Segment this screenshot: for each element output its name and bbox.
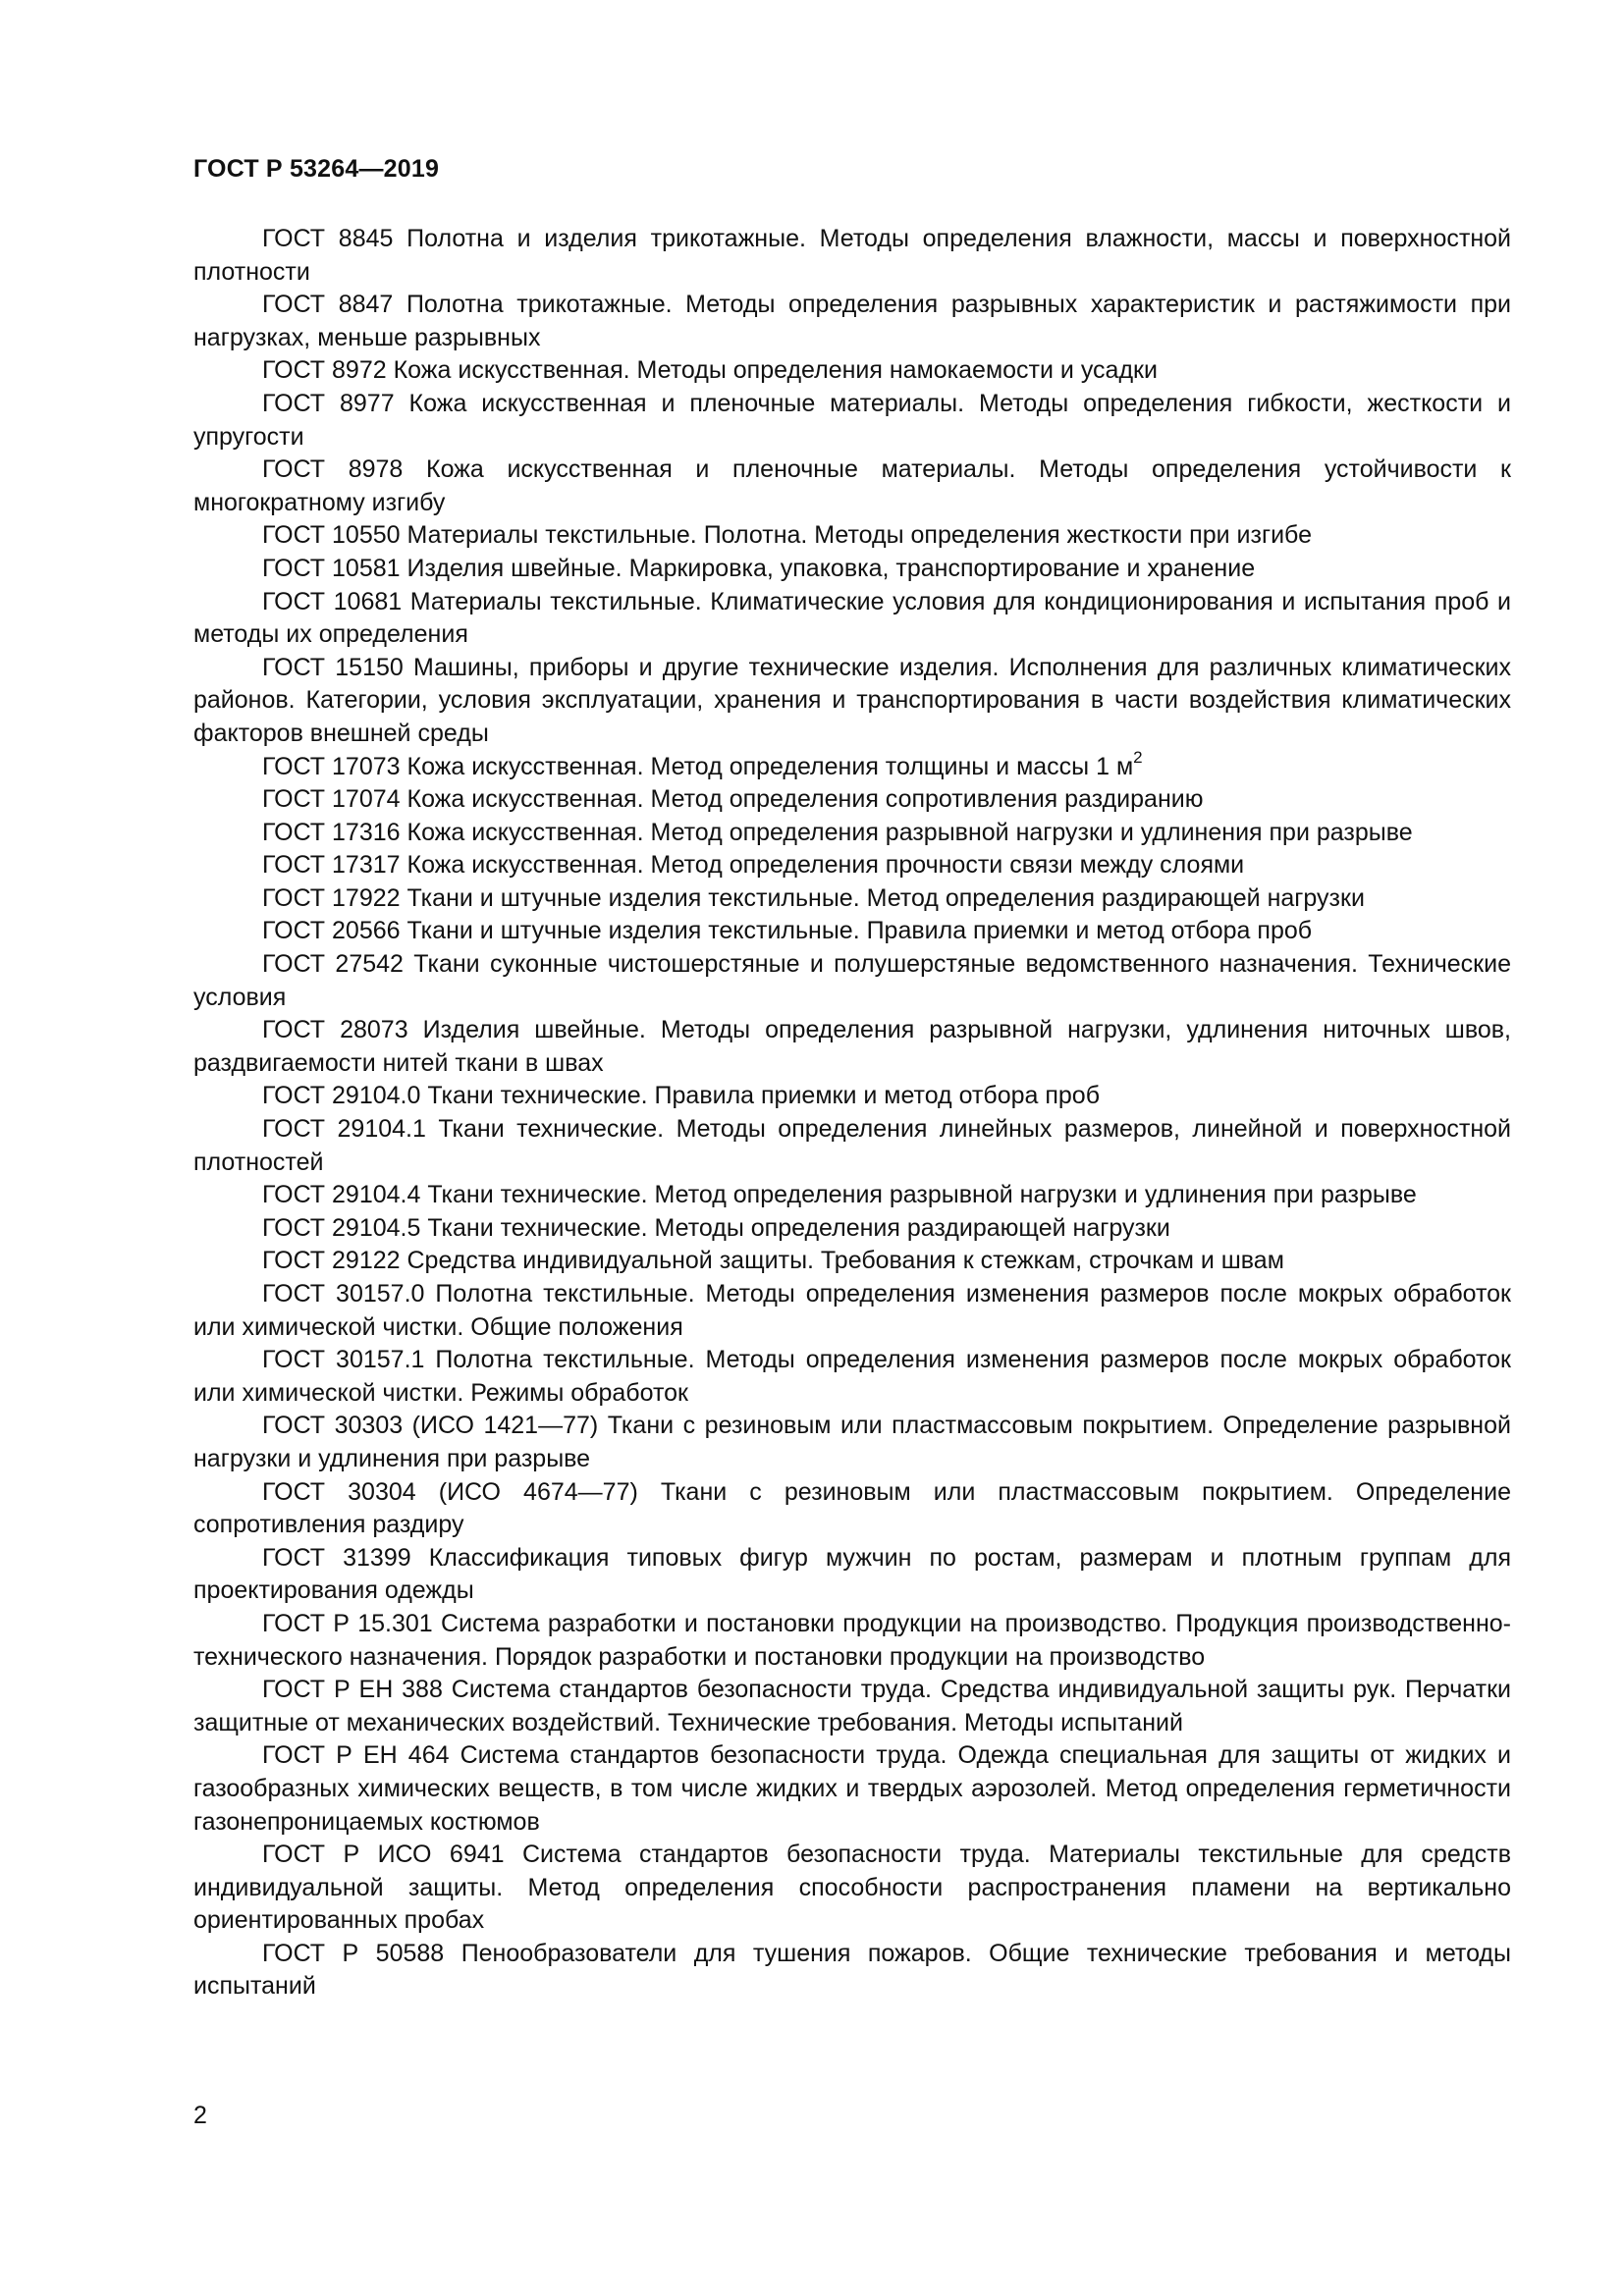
reference-title: Классификация типовых фигур мужчин по ростам, размерам и плотным группам для проектирования одежды (193, 1543, 1511, 1605)
reference-entry (193, 1245, 1511, 1278)
reference-title: Изделия швейные. Маркировка, упаковка, транспортирование и хранение (406, 554, 1256, 582)
reference-code: ГОСТ 8847 (262, 291, 394, 319)
reference-title: Средства индивидуальной защиты. Требования к стежкам, строчкам и швам (406, 1247, 1284, 1275)
reference-title: Полотна текстильные. Методы определения изменения размеров после мокрых обработок или химической чистки. Режимы обработок (193, 1346, 1511, 1407)
reference-entry (193, 817, 1511, 850)
reference-entry (193, 1113, 1511, 1179)
reference-title: Кожа искусственная. Метод определения толщины и массы 1 (406, 752, 1110, 780)
document-code-header: ГОСТ Р 53264—2019 (193, 155, 440, 183)
reference-title: Система стандартов безопасности труда. Материалы текстильные для средств индивидуальной защиты. Метод определения способности распространения пламени на вертикально ориентированных пробах (193, 1841, 1511, 1935)
reference-title: Ткани и штучные изделия текстильные. Правила приемки и метод отбора проб (406, 917, 1313, 945)
reference-code: ГОСТ Р 50588 (262, 1939, 445, 1967)
reference-title: Ткани технические. Методы определения линейных размеров, линейной и поверхностной плотностей (193, 1115, 1511, 1176)
reference-code: ГОСТ 29122 (262, 1247, 401, 1275)
reference-entry (193, 454, 1511, 519)
reference-entry (193, 849, 1511, 882)
reference-title: Ткани и штучные изделия текстильные. Метод определения раздирающей нагрузки (406, 883, 1365, 912)
reference-code: ГОСТ 29104.5 (262, 1213, 421, 1242)
reference-code: ГОСТ 8972 (262, 356, 387, 385)
reference-entry (193, 1674, 1511, 1739)
reference-code: ГОСТ 17073 (262, 752, 401, 780)
reference-title: Материалы текстильные. Полотна. Методы определения жесткости при изгибе (406, 521, 1312, 550)
reference-code: ГОСТ 28073 (262, 1016, 408, 1044)
reference-title: Система стандартов безопасности труда. Одежда специальная для защиты от жидких и газообразных химических веществ, в том числе жидких и твердых аэрозолей. Метод определения герметичности газонепроницаемых костюмов (193, 1741, 1511, 1836)
reference-entry (193, 1212, 1511, 1246)
unit-exponent: 2 (1133, 748, 1143, 768)
reference-entry (193, 553, 1511, 586)
unit-base: м (1115, 752, 1134, 780)
reference-code: ГОСТ 17317 (262, 851, 401, 880)
reference-entry (193, 1739, 1511, 1839)
reference-title: Ткани суконные чистошерстяные и полушерстяные ведомственного назначения. Технические условия (193, 950, 1511, 1011)
reference-title: Ткани технические. Метод определения разрывной нагрузки и удлинения при разрыве (427, 1181, 1417, 1209)
reference-title: Система стандартов безопасности труда. Средства индивидуальной защиты рук. Перчатки защитные от механических воздействий. Технические требования. Методы испытаний (193, 1676, 1512, 1736)
reference-code: ГОСТ 10681 (262, 587, 403, 615)
reference-code: ГОСТ 30303 (ИСО 1421—77) (262, 1412, 599, 1440)
reference-entry (193, 1410, 1511, 1475)
reference-entry (193, 882, 1511, 916)
reference-title: Пенообразователи для тушения пожаров. Общие технические требования и методы испытаний (193, 1939, 1511, 2001)
reference-entry (193, 1476, 1511, 1542)
reference-title: Ткани технические. Правила приемки и метод отбора проб (427, 1082, 1101, 1110)
reference-title: Машины, приборы и другие технические изделия. Исполнения для различных климатических районов. Категории, условия эксплуатации, хранения и транспортирования в части воздействия климатических факторов внешней среды (193, 653, 1511, 747)
reference-code: ГОСТ Р ЕН 464 (262, 1741, 450, 1770)
reference-code: ГОСТ 17316 (262, 818, 401, 846)
reference-title: Ткани с резиновым или пластмассовым покрытием. Определение сопротивления раздиру (193, 1477, 1511, 1539)
reference-code: ГОСТ 17074 (262, 785, 401, 814)
reference-entry (193, 586, 1511, 652)
reference-title: Материалы текстильные. Климатические условия для кондиционирования и испытания проб и методы их определения (193, 587, 1512, 649)
reference-entry (193, 223, 1511, 289)
reference-entry (193, 948, 1511, 1014)
reference-code: ГОСТ 27542 (262, 950, 404, 979)
reference-code: ГОСТ 30304 (ИСО 4674—77) (262, 1477, 638, 1506)
reference-title: Кожа искусственная. Методы определения намокаемости и усадки (393, 356, 1158, 385)
reference-code: ГОСТ 29104.4 (262, 1181, 421, 1209)
reference-title: Ткани технические. Методы определения раздирающей нагрузки (427, 1213, 1170, 1242)
reference-entry (193, 1608, 1511, 1674)
reference-code: ГОСТ 8977 (262, 389, 395, 417)
normative-references-list (193, 223, 1511, 2003)
reference-entry (193, 748, 1511, 784)
reference-entry (193, 1014, 1511, 1080)
reference-title: Кожа искусственная и пленочные материалы. Методы определения гибкости, жесткости и упругости (193, 389, 1511, 451)
reference-entry (193, 1938, 1511, 2003)
reference-entry (193, 1278, 1511, 1344)
reference-code: ГОСТ 20566 (262, 917, 401, 945)
reference-code: ГОСТ 10550 (262, 521, 401, 550)
page-number: 2 (193, 2102, 207, 2129)
reference-code: ГОСТ 30157.1 (262, 1346, 425, 1374)
reference-entry (193, 1179, 1511, 1212)
reference-title: Кожа искусственная. Метод определения сопротивления раздиранию (406, 785, 1204, 814)
reference-code: ГОСТ 17922 (262, 883, 401, 912)
reference-code: ГОСТ 30157.0 (262, 1280, 425, 1308)
reference-title: Система разработки и постановки продукции на производство. Продукция производственно-технического назначения. Порядок разработки и постановки продукции на производство (193, 1609, 1512, 1671)
reference-entry (193, 354, 1511, 388)
reference-entry (193, 652, 1511, 751)
reference-title: Кожа искусственная. Метод определения разрывной нагрузки и удлинения при разрыве (406, 818, 1413, 846)
reference-title: Полотна и изделия трикотажные. Методы определения влажности, массы и поверхностной плотности (193, 225, 1512, 286)
reference-code: ГОСТ Р ЕН 388 (262, 1676, 443, 1704)
reference-entry (193, 388, 1511, 454)
reference-entry (193, 1080, 1511, 1113)
reference-entry (193, 1542, 1511, 1608)
reference-entry (193, 783, 1511, 817)
reference-title: Полотна текстильные. Методы определения изменения размеров после мокрых обработок или химической чистки. Общие положения (193, 1280, 1511, 1341)
reference-title: Кожа искусственная и пленочные материалы. Методы определения устойчивости к многократному изгибу (193, 455, 1511, 516)
reference-title: Ткани с резиновым или пластмассовым покрытием. Определение разрывной нагрузки и удлинения при разрыве (193, 1412, 1511, 1472)
reference-entry (193, 519, 1511, 553)
reference-entry (193, 1344, 1511, 1410)
reference-title: Полотна трикотажные. Методы определения разрывных характеристик и растяжимости при нагрузках, меньше разрывных (193, 291, 1512, 351)
reference-code: ГОСТ 15150 (262, 653, 404, 681)
reference-entry (193, 289, 1511, 354)
reference-title: Кожа искусственная. Метод определения прочности связи между слоями (406, 851, 1245, 880)
reference-code: ГОСТ 8845 (262, 225, 394, 252)
reference-entry (193, 915, 1511, 948)
reference-title: Изделия швейные. Методы определения разрывной нагрузки, удлинения ниточных швов, раздвигаемости нитей ткани в швах (193, 1016, 1511, 1077)
reference-code: ГОСТ 10581 (262, 554, 401, 582)
reference-code: ГОСТ 29104.1 (262, 1115, 426, 1144)
area-unit (1115, 748, 1143, 780)
reference-code: ГОСТ 8978 (262, 455, 404, 484)
reference-entry (193, 1839, 1511, 1938)
reference-code: ГОСТ Р 15.301 (262, 1609, 433, 1637)
reference-code: ГОСТ 31399 (262, 1543, 411, 1572)
reference-code: ГОСТ Р ИСО 6941 (262, 1841, 505, 1869)
reference-code: ГОСТ 29104.0 (262, 1082, 421, 1110)
